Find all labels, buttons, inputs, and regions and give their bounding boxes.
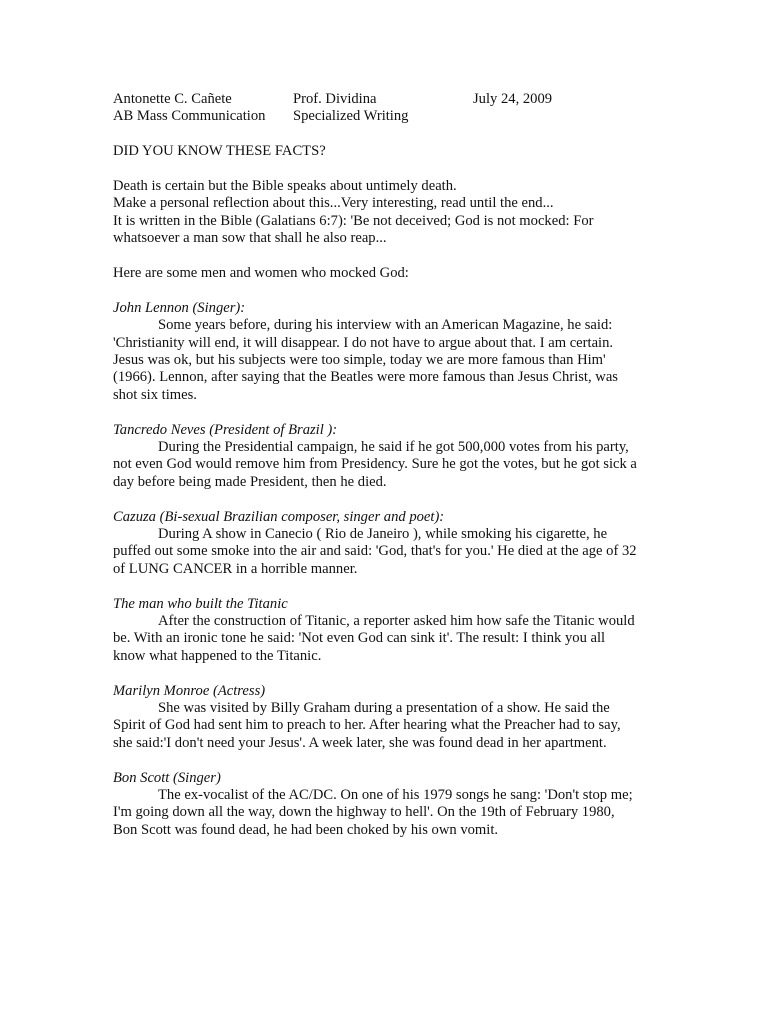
header-row-1 [113, 91, 661, 108]
spacer [113, 248, 661, 265]
spacer [113, 282, 661, 299]
body-line: Bon Scott was found dead, he had been choked by his own vomit. [113, 821, 499, 838]
section-body [113, 526, 661, 578]
author-name: Antonette C. Cañete [113, 91, 232, 107]
body-line: she said:'I don't need your Jesus'. A week later, she was found dead in her apartment. [113, 734, 607, 751]
section-heading: John Lennon (Singer): [113, 299, 246, 316]
body-line: I'm going down all the way, down the highway to hell'. On the 19th of February 1980, [113, 804, 615, 821]
subject-name: Specialized Writing [293, 108, 409, 125]
section-marilyn-monroe [113, 683, 661, 753]
section-body [113, 700, 661, 752]
document-title: DID YOU KNOW THESE FACTS? [113, 143, 326, 160]
section-heading: The man who built the Titanic [113, 595, 288, 612]
lead-in-text: Here are some men and women who mocked God: [113, 264, 409, 281]
spacer [113, 752, 661, 769]
spacer [113, 126, 661, 143]
body-line: 'Christianity will end, it will disappear. I do not have to argue about that. I am certain. [113, 334, 614, 351]
course-name: AB Mass Communication [113, 108, 266, 125]
body-line: Spirit of God had sent him to preach to her. After hearing what the Preacher had to say, [113, 717, 621, 734]
section-heading: Bon Scott (Singer) [113, 769, 221, 786]
body-line: (1966). Lennon, after saying that the Beatles were more famous than Jesus Christ, was [113, 369, 618, 386]
section-heading: Marilyn Monroe (Actress) [113, 682, 266, 699]
intro-line: It is written in the Bible (Galatians 6:7): 'Be not deceived; God is not mocked: For [113, 212, 594, 229]
section-titanic-builder [113, 596, 661, 666]
intro-line: whatsoever a man sow that shall he also reap... [113, 230, 387, 247]
header-row-2 [113, 108, 661, 125]
body-line: During the Presidential campaign, he said if he got 500,000 votes from his party, [158, 439, 629, 456]
body-line: Jesus was ok, but his subjects were too simple, today we are more famous than Him' [113, 352, 606, 368]
intro-line: Death is certain but the Bible speaks about untimely death. [113, 177, 457, 194]
body-line: Some years before, during his interview with an American Magazine, he said: [158, 317, 613, 334]
document-date: July 24, 2009 [473, 91, 553, 107]
spacer [113, 578, 661, 595]
section-tancredo-neves [113, 422, 661, 492]
body-line: The ex-vocalist of the AC/DC. On one of his 1979 songs he sang: 'Don't stop me; [158, 787, 633, 804]
body-line: be. With an ironic tone he said: 'Not even God can sink it'. The result: I think you all [113, 630, 606, 647]
section-john-lennon [113, 300, 661, 404]
document-page [113, 91, 661, 839]
spacer [113, 665, 661, 682]
spacer [113, 491, 661, 508]
body-line: not even God would remove him from Presidency. Sure he got the votes, but he got sick a [113, 456, 637, 473]
body-line: of LUNG CANCER in a horrible manner. [113, 560, 358, 577]
body-line: puffed out some smoke into the air and said: 'God, that's for you.' He died at the age of 32 [113, 543, 637, 560]
body-line: know what happened to the Titanic. [113, 647, 322, 664]
body-line: She was visited by Billy Graham during a presentation of a show. He said the [158, 700, 610, 717]
section-cazuza [113, 509, 661, 579]
section-heading: Tancredo Neves (President of Brazil ): [113, 421, 338, 438]
section-body [113, 439, 661, 491]
spacer [113, 404, 661, 421]
section-heading: Cazuza (Bi-sexual Brazilian composer, singer and poet): [113, 508, 445, 525]
professor-name: Prof. Dividina [293, 91, 377, 107]
intro-line: Make a personal reflection about this...Very interesting, read until the end... [113, 195, 554, 212]
spacer [113, 161, 661, 178]
body-line: During A show in Canecio ( Rio de Janeiro ), while smoking his cigarette, he [158, 526, 608, 543]
section-bon-scott [113, 770, 661, 840]
section-body [113, 787, 661, 839]
intro-paragraph [113, 178, 661, 248]
section-body [113, 613, 661, 665]
body-line: day before being made President, then he died. [113, 473, 387, 490]
section-body [113, 317, 661, 404]
body-line: shot six times. [113, 386, 197, 403]
body-line: After the construction of Titanic, a reporter asked him how safe the Titanic would [158, 613, 635, 630]
